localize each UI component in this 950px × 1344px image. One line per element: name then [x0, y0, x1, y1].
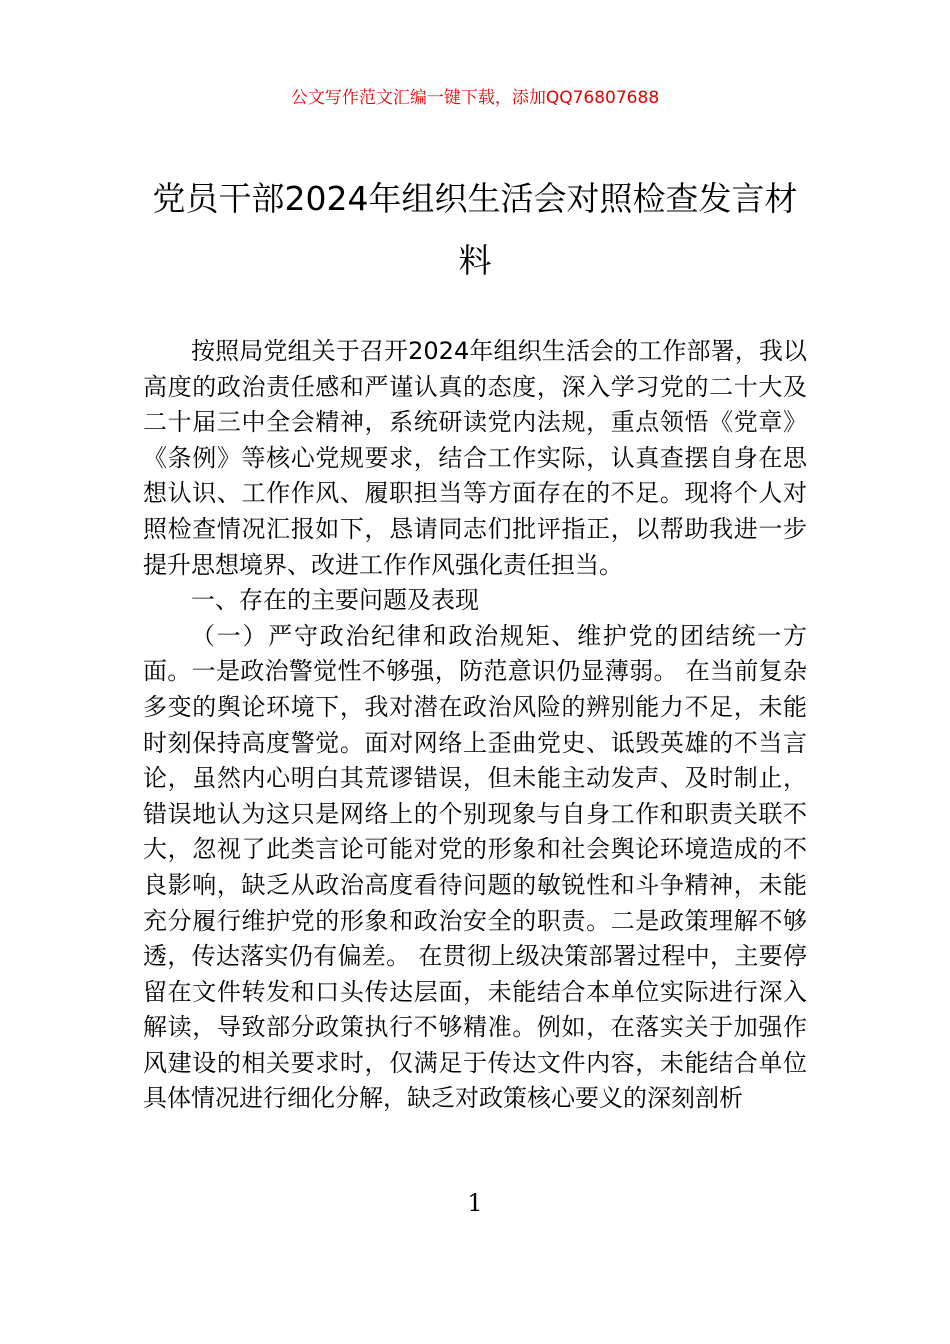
intro-paragraph: 按照局党组关于召开2024年组织生活会的工作部署，我以高度的政治责任感和严谨认真的态度，深入学习党的二十大及二十届三中全会精神，系统研读党内法规，重点领悟《党章》《条例》等核心党规要求，结合工作实际，认真查摆自身在思想认识、工作作风、履职担当等方面存在的不足。现将个人对照检查情况汇报如下，恳请同志们批评指正，以帮助我进一步提升思想境界、改进工作作风强化责任担当。	[143, 337, 807, 579]
download-promo-note: 公文写作范文汇编一键下载，添加QQ76807688	[290, 88, 660, 108]
document-body	[143, 334, 807, 1117]
page-number: 1	[467, 1189, 483, 1217]
section-heading: 一、存在的主要问题及表现	[191, 586, 479, 615]
subsection-paragraph: （一）严守政治纪律和政治规矩、维护党的团结统一方面。一是政治警觉性不够强，防范意识仍显薄弱。 在当前复杂多变的舆论环境下，我对潜在政治风险的辨别能力不足，未能时刻保持高度警觉。面对网络上歪曲党史、诋毁英雄的不当言论，虽然内心明白其荒谬错误，但未能主动发声、及时制止，错误地认为这只是网络上的个别现象与自身工作和职责关联不大，忽视了此类言论可能对党的形象和社会舆论环境造成的不良影响，缺乏从政治高度看待问题的敏锐性和斗争精神，未能充分履行维护党的形象和政治安全的职责。二是政策理解不够透，传达落实仍有偏差。 在贯彻上级决策部署过程中，主要停留在文件转发和口头传达层面，未能结合本单位实际进行深入解读，导致部分政策执行不够精准。例如，在落实关于加强作风建设的相关要求时，仅满足于传达文件内容，未能结合单位具体情况进行细化分解，缺乏对政策核心要义的深刻剖析	[143, 621, 807, 1113]
document-title: 党员干部2024年组织生活会对照检查发言材料	[152, 179, 798, 280]
